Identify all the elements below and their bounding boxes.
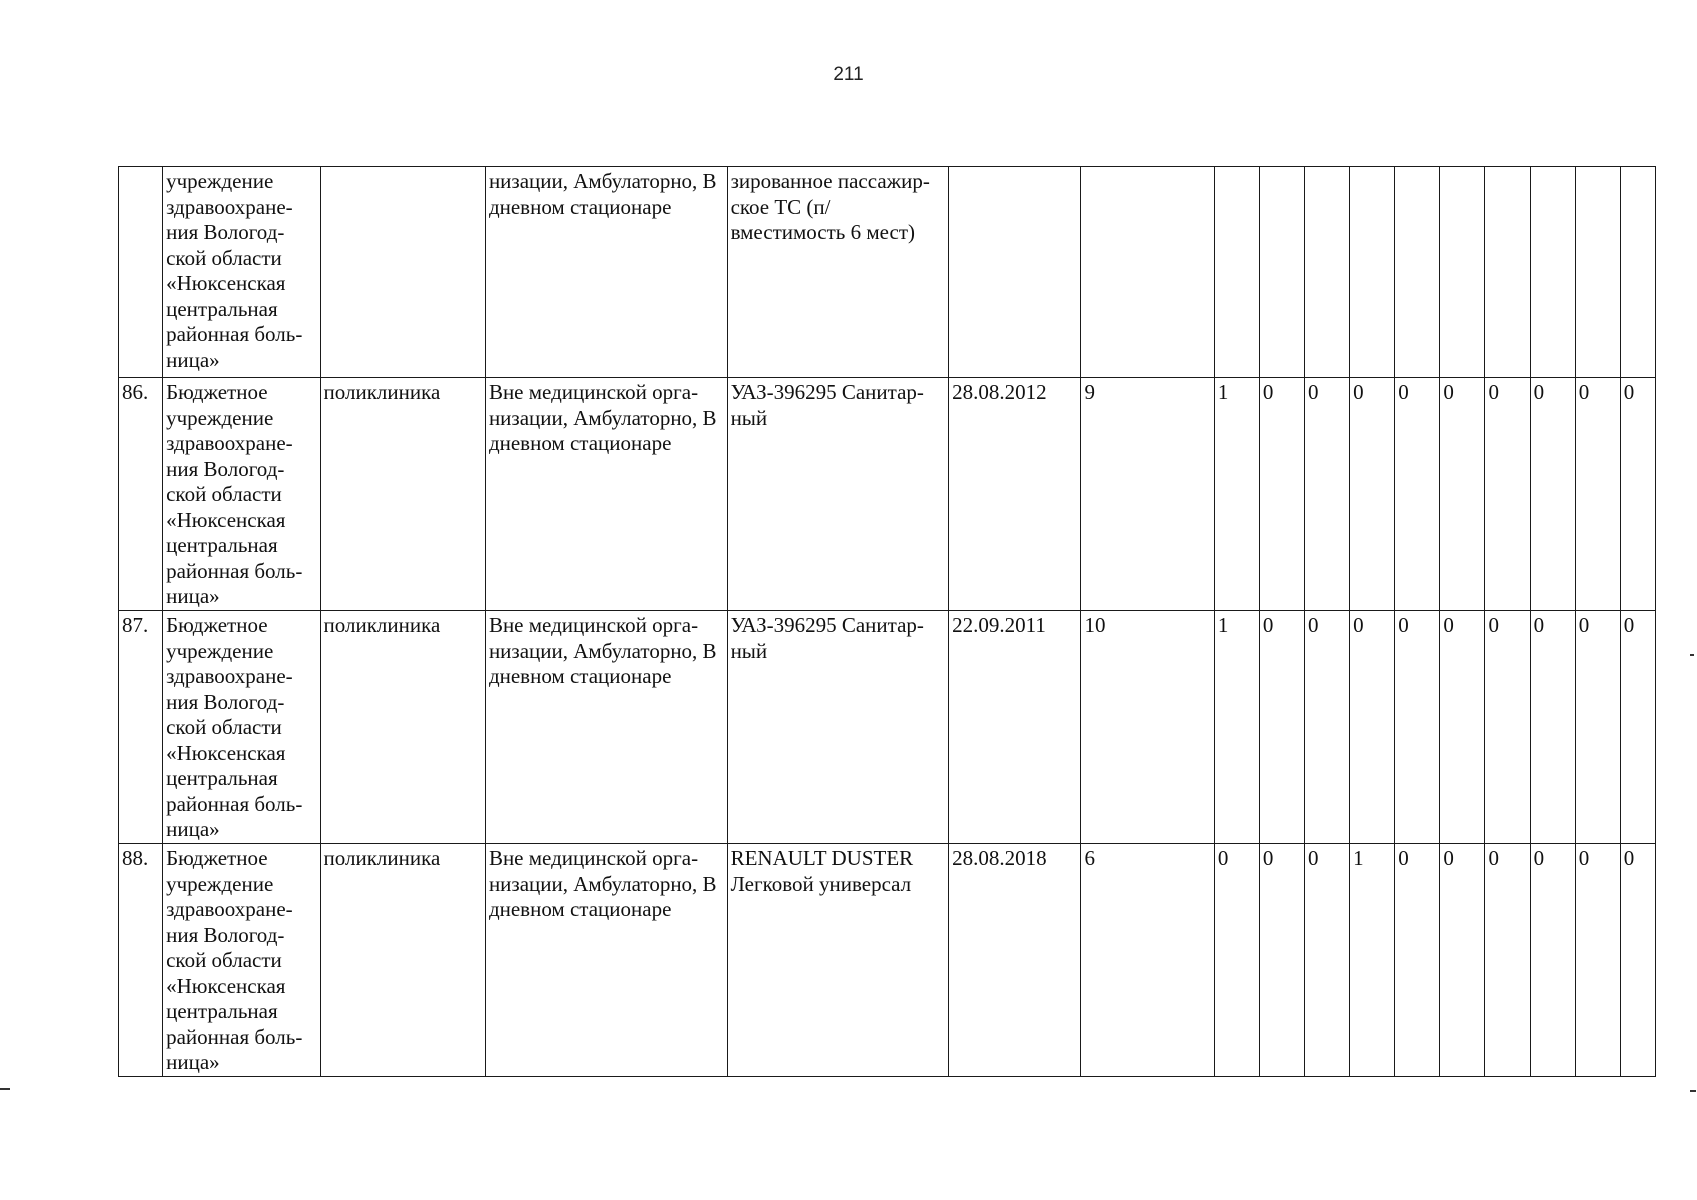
service-place-cell: низации, Амбулаторно, В дневном стационаре <box>485 167 727 378</box>
value-cell <box>1440 167 1485 378</box>
value-cell <box>1575 167 1620 378</box>
age-cell: 10 <box>1081 611 1214 844</box>
value-cell: 0 <box>1305 844 1350 1077</box>
unit-type-cell <box>320 167 485 378</box>
value-cell <box>1214 167 1259 378</box>
vehicle-cell: зированное пассажир- ское ТС (п/вместимость 6 мест) <box>727 167 949 378</box>
value-cell <box>1530 167 1575 378</box>
value-cell: 0 <box>1214 844 1259 1077</box>
value-cell: 1 <box>1214 378 1259 611</box>
value-cell: 0 <box>1575 378 1620 611</box>
page-number: 211 <box>833 64 864 85</box>
table-row <box>119 167 1656 378</box>
value-cell: 0 <box>1259 378 1304 611</box>
value-cell: 0 <box>1485 378 1530 611</box>
value-cell: 1 <box>1350 844 1395 1077</box>
value-cell: 1 <box>1214 611 1259 844</box>
age-cell: 9 <box>1081 378 1214 611</box>
value-cell: 0 <box>1395 844 1440 1077</box>
organization-cell: Бюджетное учреждение здравоохране- ния Вологод- ской области «Нюксенская центральная районная боль- ница» <box>163 844 320 1077</box>
service-place-cell: Вне медицинской орга- низации, Амбулаторно, В дневном стационаре <box>485 611 727 844</box>
row-number-cell: 87. <box>119 611 163 844</box>
date-cell: 28.08.2018 <box>949 844 1081 1077</box>
value-cell <box>1259 167 1304 378</box>
value-cell: 0 <box>1530 378 1575 611</box>
scan-edge-mark <box>1690 1090 1696 1092</box>
organization-cell: учреждение здравоохране- ния Вологод- ской области «Нюксенская центральная районная боль- ница» <box>163 167 320 378</box>
value-cell: 0 <box>1395 378 1440 611</box>
value-cell <box>1485 167 1530 378</box>
value-cell: 0 <box>1530 844 1575 1077</box>
vehicle-cell: RENAULT DUSTER Легковой универсал <box>727 844 949 1077</box>
scan-edge-mark <box>1690 654 1694 656</box>
scan-edge-mark <box>0 1088 10 1090</box>
value-cell: 0 <box>1620 378 1655 611</box>
value-cell: 0 <box>1440 844 1485 1077</box>
date-cell: 28.08.2012 <box>949 378 1081 611</box>
date-cell <box>949 167 1081 378</box>
unit-type-cell: поликлиника <box>320 844 485 1077</box>
value-cell: 0 <box>1530 611 1575 844</box>
value-cell: 0 <box>1305 611 1350 844</box>
value-cell <box>1350 167 1395 378</box>
value-cell: 0 <box>1485 844 1530 1077</box>
value-cell <box>1395 167 1440 378</box>
unit-type-cell: поликлиника <box>320 611 485 844</box>
value-cell <box>1620 167 1655 378</box>
value-cell: 0 <box>1305 378 1350 611</box>
vehicle-cell: УАЗ-396295 Санитар- ный <box>727 378 949 611</box>
value-cell: 0 <box>1620 844 1655 1077</box>
service-place-cell: Вне медицинской орга- низации, Амбулаторно, В дневном стационаре <box>485 378 727 611</box>
value-cell: 0 <box>1350 611 1395 844</box>
table-row <box>119 378 1656 611</box>
row-number-cell <box>119 167 163 378</box>
vehicle-cell: УАЗ-396295 Санитар- ный <box>727 611 949 844</box>
organization-cell: Бюджетное учреждение здравоохране- ния Вологод- ской области «Нюксенская центральная районная боль- ница» <box>163 378 320 611</box>
organization-cell: Бюджетное учреждение здравоохране- ния Вологод- ской области «Нюксенская центральная районная боль- ница» <box>163 611 320 844</box>
value-cell: 0 <box>1575 844 1620 1077</box>
table-row <box>119 844 1656 1077</box>
value-cell: 0 <box>1440 378 1485 611</box>
value-cell: 0 <box>1259 844 1304 1077</box>
row-number-cell: 86. <box>119 378 163 611</box>
vehicle-register-table <box>118 166 1656 1077</box>
value-cell: 0 <box>1620 611 1655 844</box>
value-cell: 0 <box>1575 611 1620 844</box>
value-cell: 0 <box>1485 611 1530 844</box>
date-cell: 22.09.2011 <box>949 611 1081 844</box>
value-cell: 0 <box>1440 611 1485 844</box>
table-row <box>119 611 1656 844</box>
age-cell <box>1081 167 1214 378</box>
service-place-cell: Вне медицинской орга- низации, Амбулаторно, В дневном стационаре <box>485 844 727 1077</box>
unit-type-cell: поликлиника <box>320 378 485 611</box>
value-cell: 0 <box>1259 611 1304 844</box>
row-number-cell: 88. <box>119 844 163 1077</box>
value-cell: 0 <box>1395 611 1440 844</box>
value-cell <box>1305 167 1350 378</box>
value-cell: 0 <box>1350 378 1395 611</box>
age-cell: 6 <box>1081 844 1214 1077</box>
